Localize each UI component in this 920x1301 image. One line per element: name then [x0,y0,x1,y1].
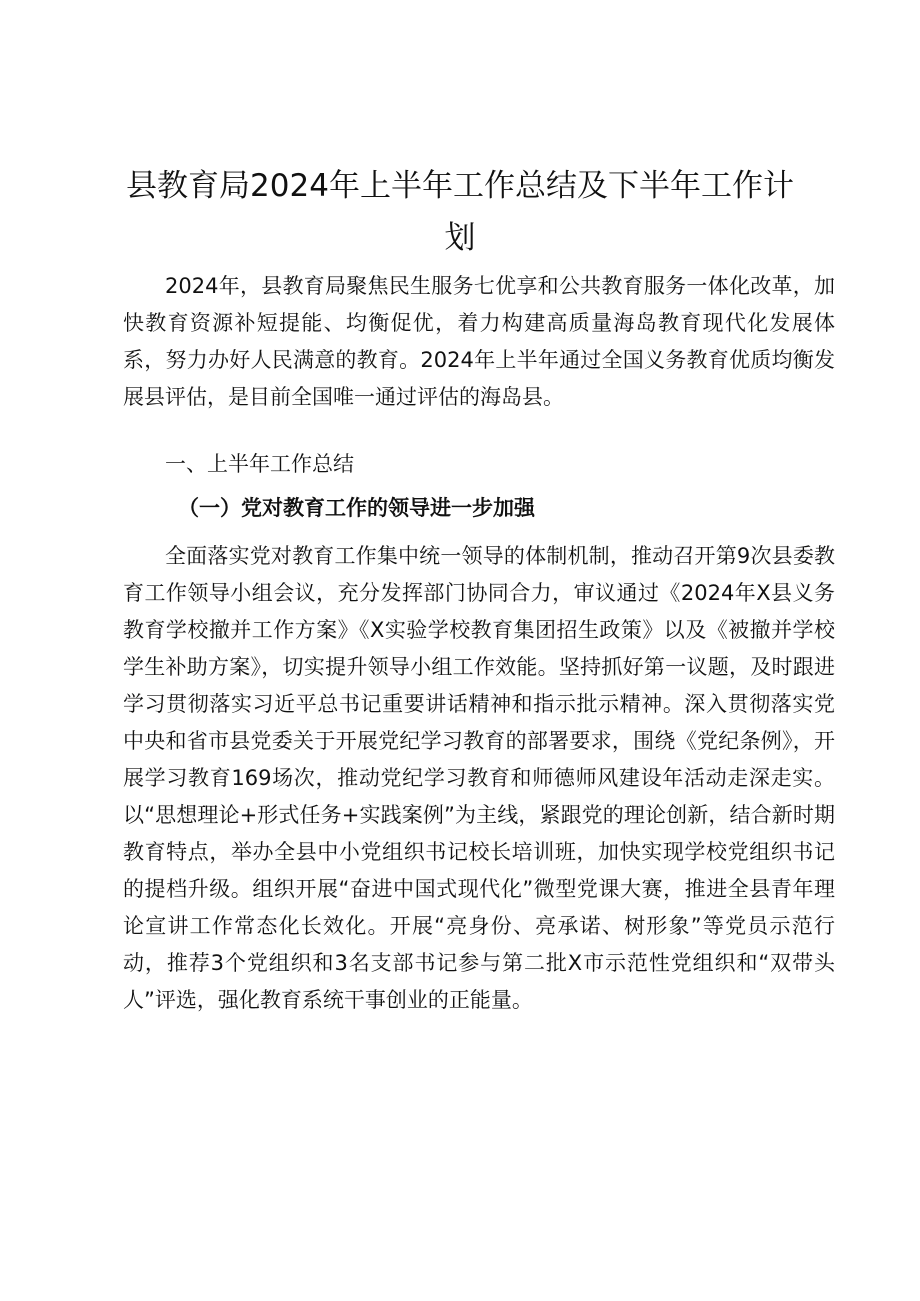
body-paragraph: 全面落实党对教育工作集中统一领导的体制机制，推动召开第9次县委教育工作领导小组会议，充分发挥部门协同合力，审议通过《2024年X县义务教育学校撤并工作方案》《X实验学校教育集团招生政策》以及《被撤并学校学生补助方案》，切实提升领导小组工作效能。坚持抓好第一议题，及时跟进学习贯彻落实习近平总书记重要讲话精神和指示批示精神。深入贯彻落实党中央和省市县党委关于开展党纪学习教育的部署要求，围绕《党纪条例》，开展学习教育169场次，推动党纪学习教育和师德师风建设年活动走深走实。以“思想理论+形式任务+实践案例”为主线，紧跟党的理论创新，结合新时期教育特点，举办全县中小党组织书记校长培训班，加快实现学校党组织书记的提档升级。组织开展“奋进中国式现代化”微型党课大赛，推进全县青年理论宣讲工作常态化长效化。开展“亮身份、亮承诺、树形象”等党员示范行动，推荐3个党组织和3名支部书记参与第二批X市示范性党组织和“双带头人”评选，强化教育系统干事创业的正能量。 [123,544,835,1012]
intro-paragraph: 2024年，县教育局聚焦民生服务七优享和公共教育服务一体化改革，加快教育资源补短提能、均衡促优，着力构建高质量海岛教育现代化发展体系，努力办好人民满意的教育。2024年上半年通过全国义务教育优质均衡发展县评估，是目前全国唯一通过评估的海岛县。 [123,274,835,409]
section-heading: 一、上半年工作总结 [165,452,354,476]
document-title: 县教育局2024年上半年工作总结及下半年工作计划 [126,168,794,256]
subsection-heading: （一）党对教育工作的领导进一步加强 [178,496,535,520]
